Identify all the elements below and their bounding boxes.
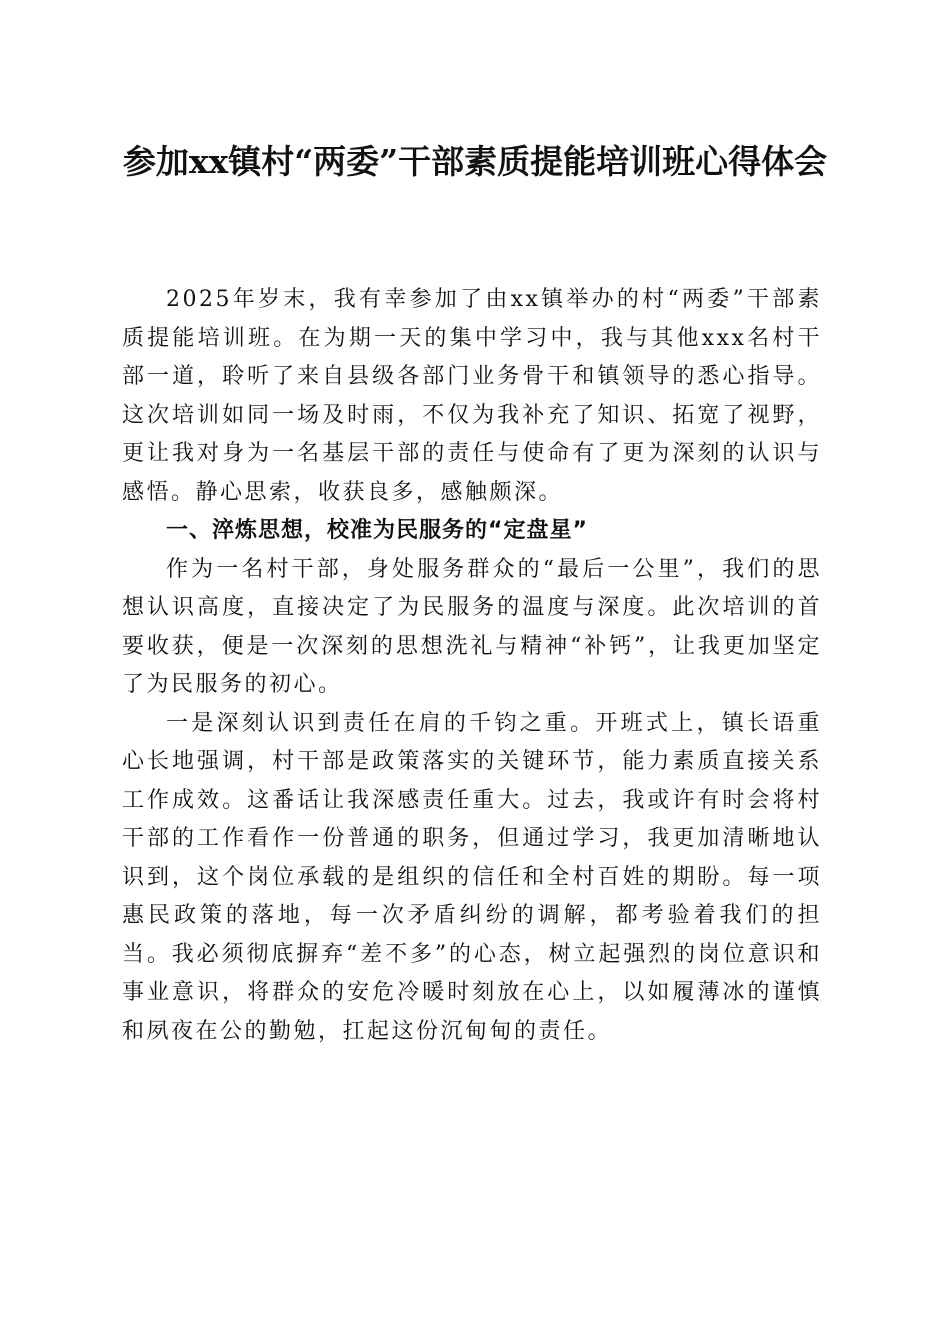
document-body	[122, 281, 822, 1051]
section-heading-1: 一、淬炼思想，校准为民服务的“定盘星”	[166, 518, 588, 543]
document-title: 参加xx镇村“两委”干部素质提能培训班心得体会	[122, 142, 828, 181]
paragraph-section-1-intro: 作为一名村干部，身处服务群众的“最后一公里”，我们的思想认识高度，直接决定了为民服务的温度与深度。此次培训的首要收获，便是一次深刻的思想洗礼与精神“补钙”，让我更加坚定了为民服务的初心。	[122, 556, 822, 697]
paragraph-point-1: 一是深刻认识到责任在肩的千钧之重。开班式上，镇长语重心长地强调，村干部是政策落实的关键环节，能力素质直接关系工作成效。这番话让我深感责任重大。过去，我或许有时会将村干部的工作看作一份普通的职务，但通过学习，我更加清晰地认识到，这个岗位承载的是组织的信任和全村百姓的期盼。每一项惠民政策的落地，每一次矛盾纠纷的调解，都考验着我们的担当。我必须彻底摒弃“差不多”的心态，树立起强烈的岗位意识和事业意识，将群众的安危冷暖时刻放在心上，以如履薄冰的谨慎和夙夜在公的勤勉，扛起这份沉甸甸的责任。	[122, 710, 822, 1044]
paragraph-intro: 2025年岁末，我有幸参加了由xx镇举办的村“两委”干部素质提能培训班。在为期一天的集中学习中，我与其他xxx名村干部一道，聆听了来自县级各部门业务骨干和镇领导的悉心指导。这次培训如同一场及时雨，不仅为我补充了知识、拓宽了视野，更让我对身为一名基层干部的责任与使命有了更为深刻的认识与感悟。静心思索，收获良多，感触颇深。	[122, 287, 822, 505]
